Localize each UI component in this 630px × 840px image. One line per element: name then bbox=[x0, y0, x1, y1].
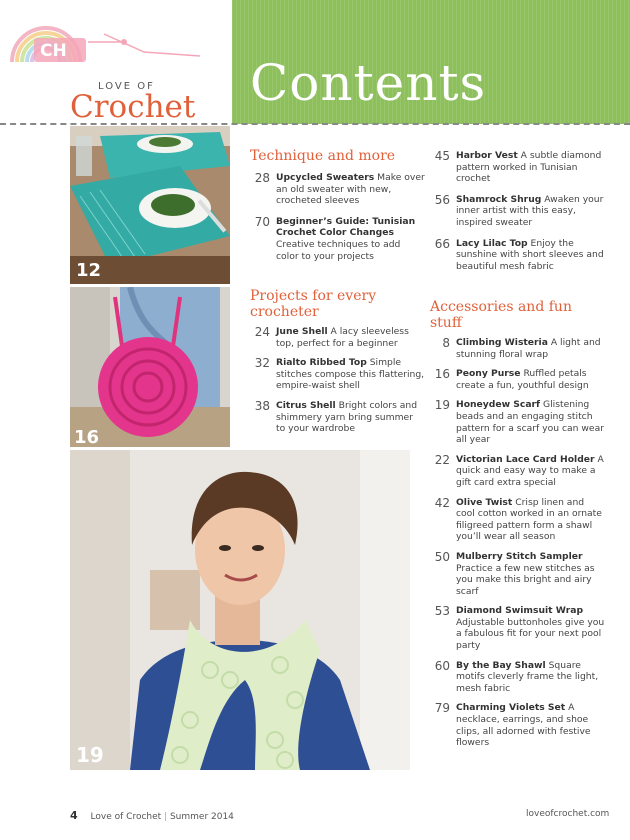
toc-entry[interactable] bbox=[430, 454, 605, 489]
entry-title: Upcycled Sweaters bbox=[276, 172, 375, 183]
toc-entry[interactable] bbox=[430, 150, 605, 185]
entry-text bbox=[456, 194, 605, 229]
entry-description: Creative techniques to add color to your projects bbox=[276, 238, 401, 262]
entry-page-number: 60 bbox=[434, 658, 450, 673]
entry-title: Climbing Wisteria bbox=[456, 337, 548, 348]
toc-entry[interactable] bbox=[430, 497, 605, 543]
photo-label: 16 bbox=[74, 427, 100, 447]
entry-description: Adjustable buttonholes give you a fabulous fit for your next pool party bbox=[456, 616, 605, 652]
section-heading: Projects for every crocheter bbox=[250, 288, 377, 320]
entry-page-number: 24 bbox=[254, 325, 270, 339]
toc-entry[interactable] bbox=[250, 326, 425, 349]
entry-text bbox=[456, 702, 605, 748]
toc-entry[interactable] bbox=[430, 399, 605, 445]
toc-entry[interactable] bbox=[430, 337, 605, 360]
toc-entry[interactable] bbox=[430, 194, 605, 229]
entry-description: Ruffled petals create a fun, youthful design bbox=[456, 368, 589, 391]
entry-description: A lacy sleeveless top, perfect for a beginner bbox=[276, 326, 409, 349]
watermark-text: CH bbox=[40, 41, 67, 61]
scarf-image bbox=[70, 450, 410, 770]
entry-text bbox=[456, 399, 605, 445]
entry-text bbox=[456, 368, 605, 391]
entry-text bbox=[276, 172, 425, 207]
entry-page-number: 32 bbox=[254, 356, 270, 371]
watermark-logo bbox=[4, 4, 204, 68]
logo-text: Crochet bbox=[70, 89, 196, 125]
issue-date: Summer 2014 bbox=[169, 812, 234, 822]
entry-page-number: 38 bbox=[254, 398, 270, 413]
placemats-image bbox=[70, 126, 230, 284]
entry-description: Awaken your inner artist with this easy, inspired sweater bbox=[456, 193, 604, 228]
footer-website: loveofcrochet.com bbox=[526, 809, 610, 819]
section-heading: Technique and more bbox=[250, 148, 396, 164]
entry-page-number: 45 bbox=[434, 149, 450, 163]
toc-entry[interactable] bbox=[430, 238, 605, 273]
section-accessories bbox=[430, 299, 605, 757]
section-technique bbox=[250, 148, 425, 270]
photo-label: 19 bbox=[76, 743, 104, 767]
entry-title: Peony Purse bbox=[456, 368, 521, 380]
toc-entry[interactable] bbox=[430, 702, 605, 748]
entry-text bbox=[456, 150, 605, 185]
entry-page-number: 8 bbox=[442, 336, 450, 350]
entry-title: June Shell bbox=[276, 326, 328, 337]
entry-title: Mulberry Stitch Sampler bbox=[456, 550, 583, 562]
entry-title: Lacy Lilac Top bbox=[456, 237, 528, 249]
entry-description: Bright colors and shimmery yarn bring summer to your wardrobe bbox=[276, 399, 418, 435]
entry-title: Rialto Ribbed Top bbox=[276, 357, 367, 369]
section-heading: Accessories and fun stuff bbox=[430, 299, 572, 331]
toc-entry[interactable] bbox=[250, 400, 425, 435]
entry-title: Shamrock Shrug bbox=[456, 193, 542, 205]
magazine-name: Love of Crochet bbox=[90, 812, 162, 822]
entry-text bbox=[456, 238, 605, 273]
entry-description: A necklace, earrings, and shoe clips, all adorned with festive flowers bbox=[456, 702, 591, 749]
entry-description: Practice a few new stitches as you make this bright and airy scarf bbox=[456, 562, 595, 597]
entry-text bbox=[456, 605, 605, 651]
section-projects-continued bbox=[430, 150, 605, 281]
entry-title: Citrus Shell bbox=[276, 399, 336, 411]
toc-entry[interactable] bbox=[250, 357, 425, 392]
entry-description: Enjoy the sunshine with short sleeves and beautiful mesh fabric bbox=[456, 237, 604, 272]
entry-text bbox=[276, 400, 425, 435]
entry-description: A quick and easy way to make a gift card extra special bbox=[456, 453, 604, 488]
entry-text bbox=[276, 326, 425, 349]
entry-text bbox=[276, 357, 425, 392]
entry-page-number: 16 bbox=[434, 367, 450, 382]
entry-title: Charming Violets Set bbox=[456, 702, 566, 714]
entry-text bbox=[456, 551, 605, 597]
photo-scarf bbox=[70, 450, 410, 770]
toc-entry[interactable] bbox=[430, 605, 605, 651]
entry-title: Harbor Vest bbox=[456, 150, 518, 161]
entry-title: Olive Twist bbox=[456, 496, 513, 508]
entry-description: Simple stitches compose this flattering, empire-waist shell bbox=[276, 357, 425, 392]
entry-description: Glistening beads and an engaging stitch pattern for a scarf you can wear all year bbox=[456, 399, 604, 446]
entry-description: Make over an old sweater with new, crocheted sleeves bbox=[276, 172, 425, 207]
entry-description: A light and stunning floral wrap bbox=[456, 337, 601, 360]
entry-page-number: 66 bbox=[434, 236, 450, 251]
entry-title: Diamond Swimsuit Wrap bbox=[456, 605, 584, 617]
page-number: 4 bbox=[70, 809, 78, 822]
entry-text bbox=[456, 497, 605, 543]
toc-entry[interactable] bbox=[430, 368, 605, 391]
entry-description: A subtle diamond pattern worked in Tunisian crochet bbox=[456, 150, 602, 185]
footer-left: 4 Love of Crochet | Summer 2014 bbox=[70, 809, 234, 822]
entry-title: Beginner’s Guide: Tunisian Crochet Color Changes bbox=[276, 215, 416, 239]
photo-purse bbox=[70, 287, 230, 447]
entry-page-number: 28 bbox=[254, 171, 270, 185]
toc-entry[interactable] bbox=[250, 172, 425, 207]
entry-description: Square motifs cleverly frame the light, mesh fabric bbox=[456, 659, 599, 694]
entry-text bbox=[456, 454, 605, 489]
entry-text bbox=[456, 337, 605, 360]
entry-page-number: 56 bbox=[434, 192, 450, 207]
entry-description: Crisp linen and cool cotton worked in an ornate filigreed pattern form a shawl you’ll wear all season bbox=[456, 496, 602, 543]
entry-page-number: 22 bbox=[434, 452, 450, 467]
page-title: Contents bbox=[250, 54, 487, 112]
section-projects bbox=[250, 288, 425, 443]
entry-page-number: 50 bbox=[434, 549, 450, 564]
toc-entry[interactable] bbox=[430, 660, 605, 695]
entry-text bbox=[456, 660, 605, 695]
entry-page-number: 42 bbox=[434, 495, 450, 510]
photo-placemats bbox=[70, 126, 230, 284]
entry-title: Honeydew Scarf bbox=[456, 399, 541, 411]
logo-small-text: LOVE OF bbox=[98, 81, 155, 92]
entry-page-number: 79 bbox=[434, 701, 450, 716]
toc-entry[interactable] bbox=[430, 551, 605, 597]
entry-title: By the Bay Shawl bbox=[456, 659, 546, 671]
toc-entry[interactable] bbox=[250, 216, 425, 262]
entry-text bbox=[276, 216, 425, 262]
photo-label: 12 bbox=[76, 260, 102, 281]
entry-page-number: 53 bbox=[434, 604, 450, 619]
entry-page-number: 19 bbox=[434, 398, 450, 413]
entry-title: Victorian Lace Card Holder bbox=[456, 453, 595, 465]
purse-image bbox=[70, 287, 230, 447]
entry-page-number: 70 bbox=[254, 214, 270, 229]
